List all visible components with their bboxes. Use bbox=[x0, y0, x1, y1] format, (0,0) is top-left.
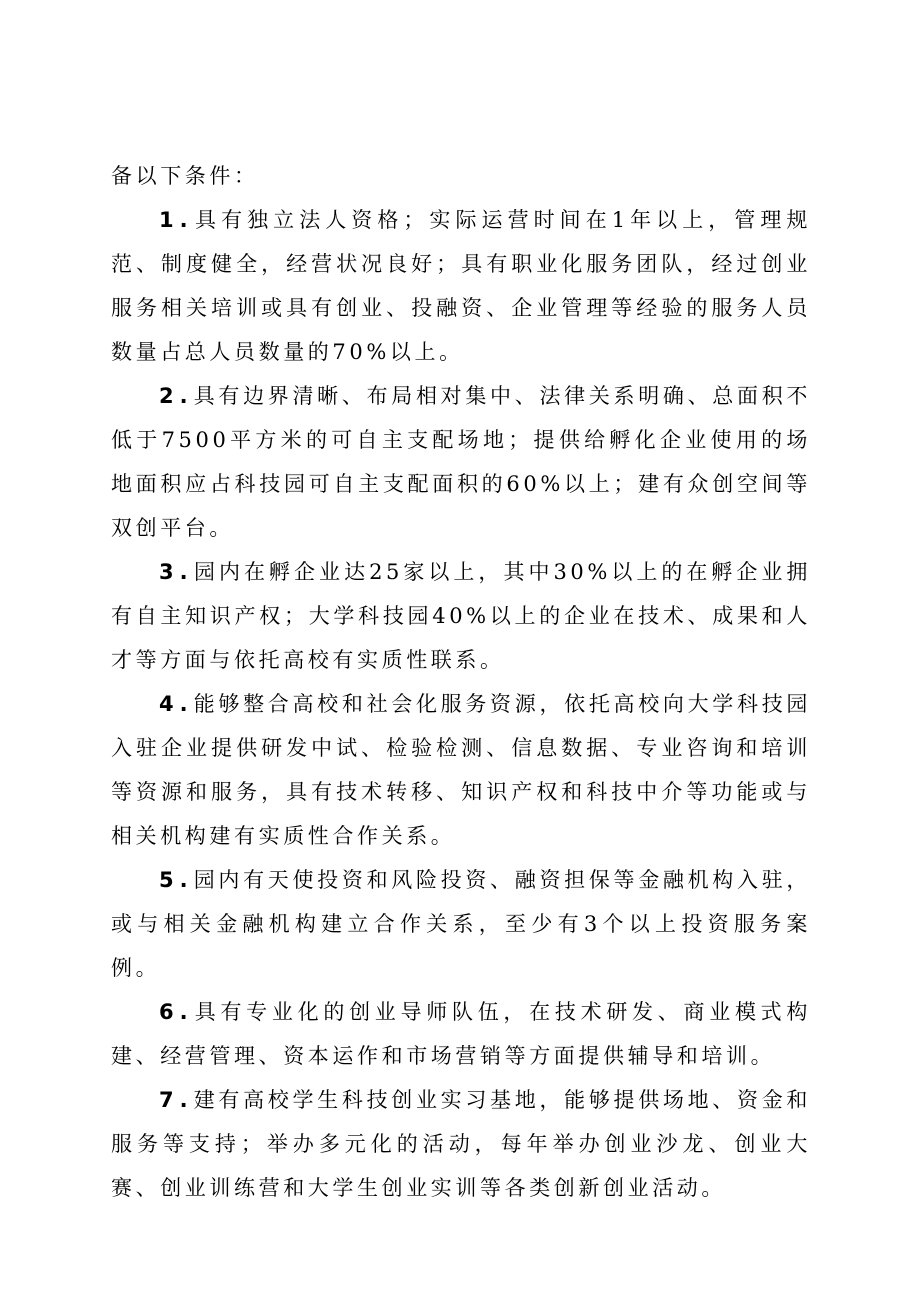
condition-item-3 bbox=[111, 550, 811, 682]
item-separator: . bbox=[179, 384, 194, 408]
item-number: 6 bbox=[159, 1000, 180, 1024]
item-text: 建有高校学生科技创业实习基地，能够提供场地、资金和服务等支持；举办多元化的活动，每年举办创业沙龙、创业大赛、创业训练营和大学生创业实训等各类创新创业活动。 bbox=[111, 1088, 811, 1200]
item-number: 5 bbox=[159, 868, 180, 892]
item-number: 4 bbox=[159, 692, 180, 716]
item-number: 7 bbox=[159, 1088, 180, 1112]
item-number: 2 bbox=[159, 384, 180, 408]
item-separator: . bbox=[179, 692, 194, 716]
condition-item-1 bbox=[111, 198, 811, 374]
item-text: 园内有天使投资和风险投资、融资担保等金融机构入驻，或与相关金融机构建立合作关系，至少有3个以上投资服务案例。 bbox=[111, 868, 811, 980]
item-number: 3 bbox=[159, 560, 180, 584]
item-text: 具有专业化的创业导师队伍，在技术研发、商业模式构建、经营管理、资本运作和市场营销等方面提供辅导和培训。 bbox=[111, 1000, 811, 1068]
document-body bbox=[111, 154, 811, 1210]
item-separator: . bbox=[179, 868, 194, 892]
item-text: 园内在孵企业达25家以上，其中30%以上的在孵企业拥有自主知识产权；大学科技园40%以上的企业在技术、成果和人才等方面与依托高校有实质性联系。 bbox=[111, 560, 811, 672]
condition-item-5 bbox=[111, 858, 811, 990]
condition-item-7 bbox=[111, 1078, 811, 1210]
item-separator: . bbox=[179, 1000, 194, 1024]
lead-paragraph: 备以下条件： bbox=[111, 164, 259, 188]
item-separator: . bbox=[179, 1088, 194, 1112]
item-separator: . bbox=[179, 208, 194, 232]
condition-item-6 bbox=[111, 990, 811, 1078]
condition-item-2 bbox=[111, 374, 811, 550]
item-text: 能够整合高校和社会化服务资源，依托高校向大学科技园入驻企业提供研发中试、检验检测、信息数据、专业咨询和培训等资源和服务，具有技术转移、知识产权和科技中介等功能或与相关机构建有实质性合作关系。 bbox=[111, 692, 811, 848]
item-text: 具有边界清晰、布局相对集中、法律关系明确、总面积不低于7500平方米的可自主支配场地；提供给孵化企业使用的场地面积应占科技园可自主支配面积的60%以上；建有众创空间等双创平台。 bbox=[111, 384, 811, 540]
item-separator: . bbox=[179, 560, 194, 584]
item-text: 具有独立法人资格；实际运营时间在1年以上，管理规范、制度健全，经营状况良好；具有职业化服务团队，经过创业服务相关培训或具有创业、投融资、企业管理等经验的服务人员数量占总人员数量的70%以上。 bbox=[111, 208, 811, 364]
condition-item-4 bbox=[111, 682, 811, 858]
item-number: 1 bbox=[159, 208, 180, 232]
